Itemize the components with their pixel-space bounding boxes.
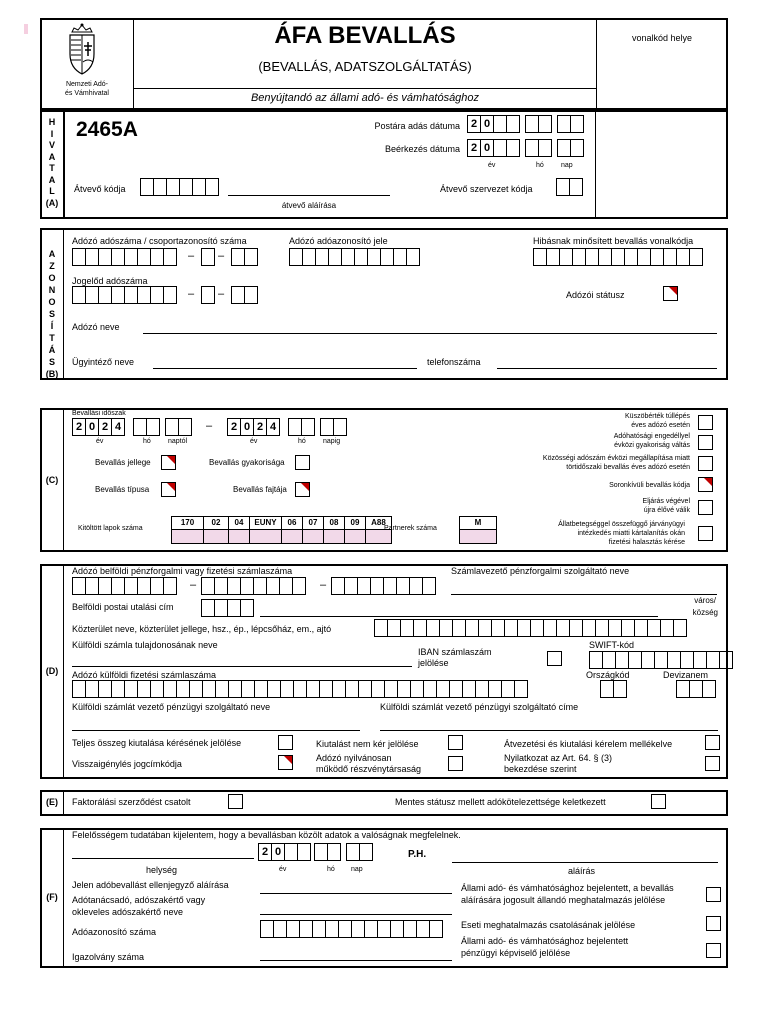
threshold-label-2: éves adózó esetén: [631, 422, 690, 429]
barcode-placeholder: vonalkód helye: [631, 33, 693, 43]
animal-disease-box[interactable]: [698, 526, 713, 541]
postal-date-month[interactable]: [525, 115, 551, 133]
public-company-box[interactable]: [448, 756, 463, 771]
section-f-side-label: (F): [46, 892, 58, 902]
sheet-code: 08: [323, 516, 345, 530]
currency-boxes[interactable]: [676, 680, 715, 698]
foreign-account-label: Adózó külföldi fizetési számlaszáma: [72, 670, 217, 680]
period-start-month[interactable]: [133, 418, 159, 436]
domestic-account-part-1[interactable]: [72, 577, 176, 595]
section-e-side-label: (E): [46, 797, 58, 807]
postal-code-boxes[interactable]: [201, 599, 253, 617]
agency-line-1: Nemzeti Adó-: [65, 81, 109, 88]
receiver-signature-label: átvevő aláírása: [281, 201, 337, 210]
agent-name-label: Ügyintéző neve: [72, 357, 135, 367]
authority-change-label-2: évközi gyakoriság váltás: [614, 442, 690, 449]
end-year-label: év: [250, 438, 258, 445]
public-company-label-1: Adózó nyilvánosan: [316, 753, 392, 763]
sheet-input[interactable]: [365, 530, 392, 544]
arrival-date-month[interactable]: [525, 139, 551, 157]
year-label: év: [488, 162, 496, 169]
type-character-box[interactable]: [161, 455, 176, 470]
tax-number-vat-box[interactable]: [201, 248, 214, 266]
sheet-code: 170: [171, 516, 204, 530]
foreign-bank-name-line[interactable]: [72, 730, 360, 731]
receiver-org-label: Átvevő szervezet kódja: [440, 184, 533, 194]
postal-date-label: Postára adás dátuma: [374, 121, 460, 131]
f-tax-id-boxes[interactable]: [260, 920, 442, 938]
arrival-date-day[interactable]: [557, 139, 583, 157]
sheet-input[interactable]: [281, 530, 303, 544]
community-number-box[interactable]: [698, 456, 713, 471]
agency-line-2: és Vámhivatal: [65, 90, 109, 97]
coat-of-arms-icon: [64, 22, 100, 78]
period-end-year[interactable]: 2 0 2 4: [227, 418, 279, 436]
declaration-box[interactable]: [705, 756, 720, 771]
predecessor-county-boxes[interactable]: [231, 286, 257, 304]
f-month-label: hó: [327, 866, 335, 873]
fin-rep-label-1: Állami adó- és vámhatósághoz bejelentett: [461, 936, 629, 946]
advisor-label-2: okleveles adószakértő neve: [72, 907, 184, 917]
end-day-label: napig: [323, 438, 341, 445]
section-b-divider: [63, 229, 64, 379]
account-dash-2: –: [320, 579, 327, 591]
street-label: Közterület neve, közterület jellege, hsz., ép., lépcsőház, em., ajtó: [72, 624, 332, 634]
fin-rep-label-2: pénzügyi képviselő jelölése: [461, 948, 571, 958]
revival-box[interactable]: [698, 500, 713, 515]
return-type-box[interactable]: [161, 482, 176, 497]
section-f-divider: [63, 829, 64, 967]
occasional-auth-label: Eseti meghatalmazás csatolásának jelölése: [461, 920, 636, 930]
section-e-divider: [63, 791, 64, 815]
frequency-box[interactable]: [295, 455, 310, 470]
predecessor-boxes[interactable]: [72, 286, 176, 304]
fin-rep-box[interactable]: [706, 943, 721, 958]
full-payout-box[interactable]: [278, 735, 293, 750]
signing-date-month[interactable]: [314, 843, 340, 861]
bank-name-line[interactable]: [451, 594, 717, 595]
iban-label-1: IBAN számlaszám: [418, 647, 492, 657]
threshold-label-1: Küszöbérték túllépés: [625, 413, 690, 420]
receiver-code-boxes[interactable]: [140, 178, 218, 196]
no-payout-box[interactable]: [448, 735, 463, 750]
swift-label: SWIFT-kód: [589, 640, 635, 650]
animal-disease-label-3: fizetési halasztás kérése: [608, 539, 685, 546]
foreign-account-boxes[interactable]: [72, 680, 527, 698]
pink-mark: [24, 24, 28, 34]
sheet-input[interactable]: [228, 530, 250, 544]
domestic-account-label: Adózó belföldi pénzforgalmi vagy fizetési számlaszáma: [72, 566, 293, 576]
foreign-owner-label: Külföldi számla tulajdonosának neve: [72, 640, 218, 650]
sheet-code: 02: [203, 516, 229, 530]
extraordinary-code-box[interactable]: [698, 477, 713, 492]
arrival-date-boxes[interactable]: 2 0: [467, 139, 519, 157]
sheets-grid: [171, 516, 391, 544]
tax-id-boxes[interactable]: [289, 248, 419, 266]
sheet-code: 07: [302, 516, 324, 530]
phone-line[interactable]: [497, 368, 717, 369]
agent-name-line[interactable]: [153, 368, 417, 369]
exempt-label: Mentes státusz mellett adókötelezettsége keletkezett: [395, 797, 606, 807]
sheet-input[interactable]: [203, 530, 229, 544]
f-day-label: nap: [351, 866, 363, 873]
factoring-label: Faktorálási szerződést csatolt: [72, 797, 191, 807]
declaration-label-1: Nyilatkozat az Art. 64. § (3): [504, 753, 613, 763]
transfer-request-box[interactable]: [705, 735, 720, 750]
sheet-input[interactable]: [302, 530, 324, 544]
sheet-code: 09: [344, 516, 366, 530]
place-label: helység: [146, 865, 178, 875]
section-c-divider: [63, 409, 64, 551]
submit-to-text: Benyújtandó az állami adó- és vámhatósághoz: [250, 92, 480, 104]
period-label: Bevallási időszak: [72, 410, 126, 417]
threshold-box[interactable]: [698, 415, 713, 430]
sheet-code: 06: [281, 516, 303, 530]
section-a-side-label: H I V A T A L (A): [45, 117, 59, 208]
receiver-signature-line: [228, 195, 390, 196]
section-d-side-label: (D): [45, 666, 59, 676]
receiver-code-label: Átvevő kódja: [74, 184, 126, 194]
occasional-auth-box[interactable]: [706, 916, 721, 931]
taxpayer-status-box[interactable]: [663, 286, 678, 301]
account-dash-1: –: [190, 579, 197, 591]
sheet-code: EUNY: [249, 516, 282, 530]
bank-name-label: Számlavezető pénzforgalmi szolgáltató neve: [451, 566, 630, 576]
signature-line[interactable]: [452, 862, 718, 863]
full-payout-label: Teljes összeg kiutalása kérésének jelölése: [72, 738, 242, 748]
exempt-box[interactable]: [651, 794, 666, 809]
advisor-label-1: Adótanácsadó, adószakértő vagy: [72, 895, 206, 905]
end-month-label: hó: [298, 438, 306, 445]
advisor-line[interactable]: [260, 914, 452, 915]
start-month-label: hó: [143, 438, 151, 445]
section-b-side-label: A Z O N O S Í T Á S (B): [45, 249, 59, 379]
revival-label-2: újra élővé válik: [643, 507, 690, 514]
predecessor-label: Jogelőd adószáma: [72, 276, 148, 286]
sheet-input[interactable]: [249, 530, 282, 544]
street-boxes[interactable]: [374, 619, 686, 637]
reclaim-box[interactable]: [278, 755, 293, 770]
return-kind-label: Bevallás fajtája: [233, 485, 287, 494]
iban-box[interactable]: [547, 651, 562, 666]
id-card-line[interactable]: [260, 960, 452, 961]
sheets-label: Kitöltött lapok száma: [78, 525, 143, 532]
sheet-code: A88: [365, 516, 392, 530]
postal-date-boxes[interactable]: 2 0: [467, 115, 519, 133]
community-number-label-2: törtidőszaki bevallás éves adózó esetén: [566, 464, 690, 471]
authority-change-label-1: Adóhatósági engedéllyel: [613, 433, 690, 440]
animal-disease-label-2: intézkedés miatti kártalanítás okán: [577, 530, 685, 537]
frequency-label: Bevallás gyakorisága: [209, 458, 285, 467]
period-end-day[interactable]: [320, 418, 346, 436]
period-dash: –: [206, 420, 213, 432]
sheet-input[interactable]: [323, 530, 345, 544]
month-label: hó: [536, 162, 544, 169]
foreign-owner-line[interactable]: [72, 666, 412, 667]
statement-text: Felelősségem tudatában kijelentem, hogy a bevallásban közölt adatok a valóságnak megfelelnek.: [72, 830, 461, 840]
community-number-label-1: Közösségi adószám évközi megállapítása miatt: [542, 455, 690, 462]
domestic-account-part-3[interactable]: [331, 577, 435, 595]
iban-label-2: jelölése: [418, 658, 449, 668]
postal-date-day[interactable]: [557, 115, 583, 133]
partners-label: Partnerek száma: [384, 525, 437, 532]
form-number: 2465A: [76, 118, 138, 141]
domestic-account-part-2[interactable]: [201, 577, 305, 595]
day-label: nap: [561, 162, 573, 169]
phone-label: telefonszáma: [427, 357, 481, 367]
signature-label: aláírás: [568, 866, 596, 876]
f-year-label: év: [279, 866, 287, 873]
faulty-barcode-boxes[interactable]: [533, 248, 702, 266]
section-d-divider: [63, 565, 64, 778]
taxpayer-name-label: Adózó neve: [72, 322, 120, 332]
city-line[interactable]: [260, 616, 658, 617]
f-tax-id-label: Adóazonosító száma: [72, 927, 157, 937]
tax-number-label: Adózó adószáma / csoportazonosító száma: [72, 236, 247, 246]
tax-number-dash-2: –: [218, 250, 225, 262]
period-start-day[interactable]: [165, 418, 191, 436]
partners-code: M: [459, 516, 497, 530]
transfer-request-label: Átvezetési és kiutalási kérelem mellékelve: [504, 739, 673, 749]
tax-id-label: Adózó adóazonosító jele: [289, 236, 388, 246]
faulty-barcode-label: Hibásnak minősített bevallás vonalkódja: [533, 236, 694, 246]
animal-disease-label-1: Állatbetegséggel összefüggő járványügyi: [558, 521, 685, 528]
signing-date-year[interactable]: 2 0: [258, 843, 310, 861]
start-year-label: év: [96, 438, 104, 445]
predecessor-vat-box[interactable]: [201, 286, 214, 304]
return-type-label: Bevallás típusa: [95, 485, 150, 494]
swift-boxes[interactable]: [589, 651, 732, 669]
declaration-label-2: bekezdése szerint: [504, 764, 577, 774]
public-company-label-2: működő részvénytársaság: [316, 764, 422, 774]
factoring-box[interactable]: [228, 794, 243, 809]
start-day-label: naptól: [168, 438, 188, 445]
arrival-date-label: Beérkezés dátuma: [384, 144, 460, 154]
section-c-side-label: (C): [45, 475, 59, 485]
taxpayer-name-line[interactable]: [143, 333, 717, 334]
city-label-1: város/: [694, 596, 716, 605]
sheet-input[interactable]: [344, 530, 366, 544]
authority-change-box[interactable]: [698, 435, 713, 450]
header-sub-line: [134, 88, 596, 89]
postal-transfer-label: Belföldi postai utalási cím: [72, 602, 174, 612]
ph-stamp-label: P.H.: [408, 849, 427, 860]
predecessor-dash-2: –: [218, 288, 225, 300]
countersign-label: Jelen adóbevallást ellenjegyző aláírása: [72, 880, 229, 890]
period-start-year[interactable]: 2 0 2 4: [72, 418, 124, 436]
foreign-bank-name-label: Külföldi számlát vezető pénzügyi szolgáltató neve: [72, 702, 271, 712]
country-code-boxes[interactable]: [600, 680, 626, 698]
city-label-2: község: [692, 608, 718, 617]
form-title: ÁFA BEVALLÁS: [274, 22, 456, 49]
sheet-code: 04: [228, 516, 250, 530]
return-kind-box[interactable]: [295, 482, 310, 497]
reclaim-label: Visszaigénylés jogcímkódja: [72, 759, 182, 769]
permanent-auth-label-2: aláírására jogosult állandó meghatalmazás jelölése: [461, 895, 666, 905]
taxpayer-status-label: Adózói státusz: [566, 290, 625, 300]
tax-number-boxes[interactable]: [72, 248, 176, 266]
signing-date-day[interactable]: [346, 843, 372, 861]
permanent-auth-box[interactable]: [706, 887, 721, 902]
revival-label-1: Eljárás végével: [642, 498, 690, 505]
type-character-label: Bevallás jellege: [95, 458, 151, 467]
predecessor-dash-1: –: [188, 288, 195, 300]
countersign-line[interactable]: [260, 893, 452, 894]
place-line[interactable]: [72, 858, 254, 859]
foreign-bank-addr-line[interactable]: [380, 730, 718, 731]
tax-number-dash-1: –: [188, 250, 195, 262]
tax-number-county-boxes[interactable]: [231, 248, 257, 266]
period-end-month[interactable]: [288, 418, 314, 436]
header-divider-right: [596, 19, 597, 109]
no-payout-label: Kiutalást nem kér jelölése: [316, 739, 419, 749]
extraordinary-code-label: Soronkívüli bevallás kódja: [609, 482, 690, 489]
sheet-input[interactable]: [171, 530, 204, 544]
id-card-label: Igazolvány száma: [72, 952, 145, 962]
currency-label: Devizanem: [663, 670, 709, 680]
form-subtitle: (BEVALLÁS, ADATSZOLGÁLTATÁS): [258, 59, 472, 74]
foreign-bank-addr-label: Külföldi számlát vezető pénzügyi szolgáltató címe: [380, 702, 579, 712]
country-code-label: Országkód: [586, 670, 630, 680]
receiver-org-boxes[interactable]: [556, 178, 582, 196]
permanent-auth-label-1: Állami adó- és vámhatósághoz bejelentett, a bevallás: [461, 883, 674, 893]
